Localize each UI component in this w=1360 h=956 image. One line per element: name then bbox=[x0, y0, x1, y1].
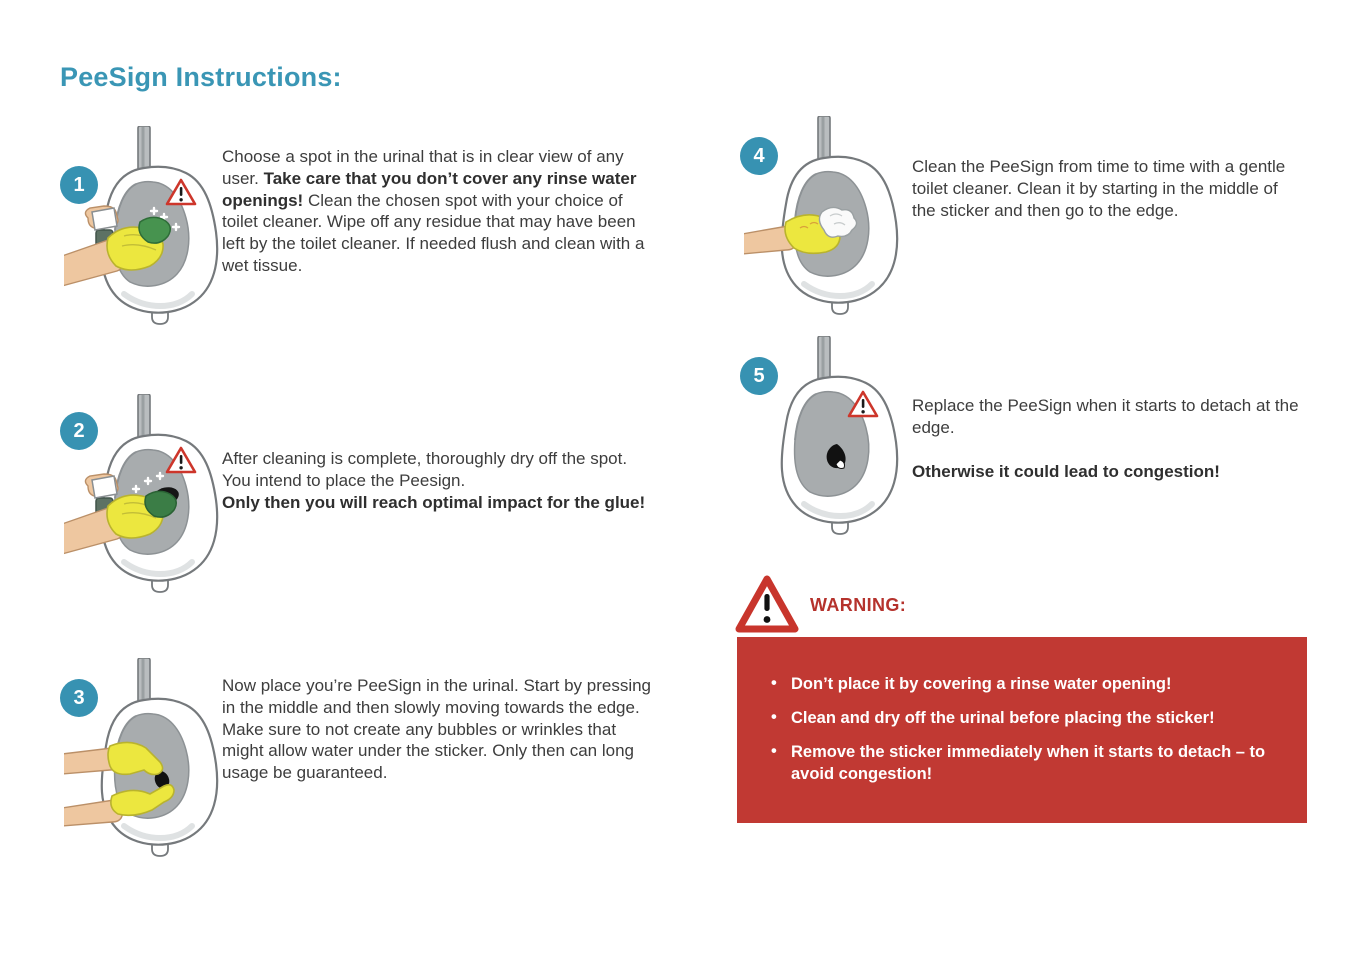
step-1-badge bbox=[60, 166, 98, 204]
step-5-text-bold: Otherwise it could lead to congestion! bbox=[912, 461, 1220, 481]
step-1-text-bold: Take care that you don’t cover any rinse water openings! bbox=[222, 168, 637, 210]
green-cloth bbox=[139, 217, 170, 243]
bullet-icon: • bbox=[771, 708, 777, 727]
step-1-text bbox=[222, 146, 652, 277]
step-1-text-normal-2: Clean the chosen spot with your choice of toilet cleaner. Wipe off any residue that may have been left by the toilet cleaner. If needed flush and clean with a wet tissue. bbox=[222, 190, 645, 275]
step-1-number: 1 bbox=[73, 173, 85, 196]
step-1-urinal-cleaning-illustration bbox=[64, 126, 224, 331]
warning-heading: WARNING: bbox=[810, 595, 907, 615]
step-2-badge bbox=[60, 412, 98, 450]
warning-box bbox=[737, 637, 1307, 823]
step-4-badge bbox=[740, 137, 778, 175]
warning-triangle-icon bbox=[735, 574, 799, 636]
warning-item: • Don’t place it by covering a rinse water opening! bbox=[771, 674, 1172, 693]
step-5-number: 5 bbox=[753, 364, 765, 387]
step-4-text-normal: Clean the PeeSign from time to time with a gentle toilet cleaner. Clean it by starting in the middle of the sticker and then go to the edge. bbox=[912, 157, 1286, 220]
bullet-icon: • bbox=[771, 742, 777, 761]
step-1-text-normal: Choose a spot in the urinal that is in clear view of any user. bbox=[222, 147, 624, 188]
page-title: PeeSign Instructions: bbox=[60, 62, 342, 92]
step-4-number: 4 bbox=[753, 144, 765, 167]
warning-item: • Clean and dry off the urinal before placing the sticker! bbox=[771, 708, 1215, 728]
warning-list bbox=[767, 673, 1277, 785]
green-cloth bbox=[145, 491, 176, 517]
step-5-badge bbox=[740, 357, 778, 395]
step-2-text-normal: After cleaning is complete, thoroughly dry off the spot. You intend to place the Peesign. bbox=[222, 449, 628, 490]
bullet-icon: • bbox=[771, 674, 777, 692]
step-5-text bbox=[912, 395, 1304, 482]
step-3-number: 3 bbox=[73, 686, 85, 709]
step-3-text-normal: Now place you’re PeeSign in the urinal. Start by pressing in the middle and then slowly moving towards the edge. Make sure to not create any bubbles or wrinkles that might allow water under the sticker. Only then can long usage be guaranteed. bbox=[222, 676, 652, 782]
step-5-text-normal: Replace the PeeSign when it starts to detach at the edge. bbox=[912, 396, 1299, 437]
step-3-badge bbox=[60, 679, 98, 717]
step-4-text bbox=[912, 156, 1294, 221]
step-2-number: 2 bbox=[73, 419, 85, 442]
step-3-text bbox=[222, 675, 654, 784]
step-2-text bbox=[222, 448, 652, 513]
warning-item: • Remove the sticker immediately when it starts to detach – to avoid congestion! bbox=[771, 742, 1266, 784]
step-2-text-bold: Only then you will reach optimal impact for the glue! bbox=[222, 492, 646, 512]
